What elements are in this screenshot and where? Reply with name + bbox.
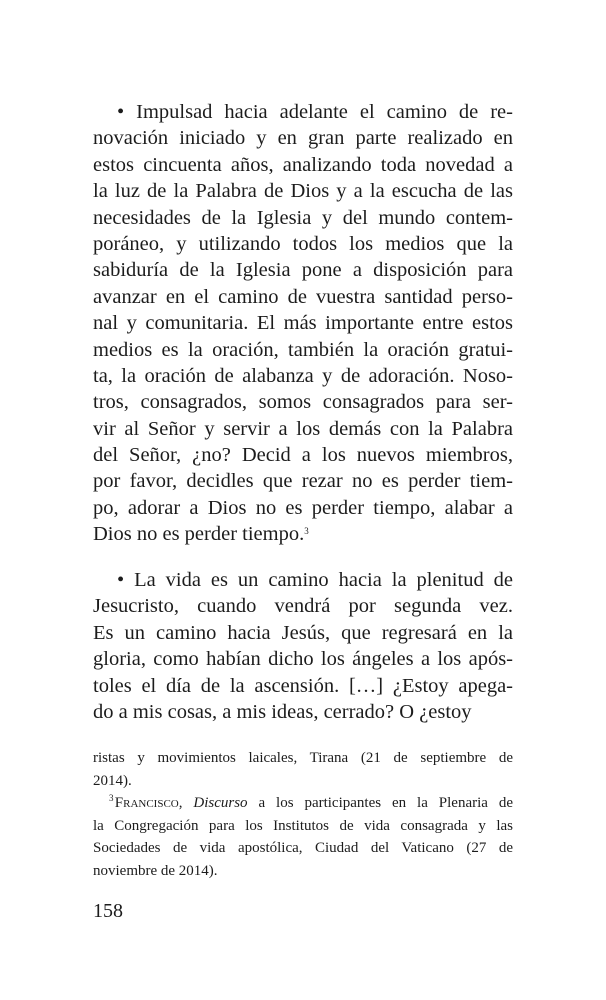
text-line [93,125,513,151]
line-text: • Impulsad hacia adelante el camino de re- [117,101,513,123]
footnote-comma: , [178,795,183,811]
footnote-ref[interactable]: 3 [304,526,309,537]
text-line [93,310,513,336]
footnote-3-line: Sociedades de vida apostólica, Ciudad del Vaticano (27 de [93,840,513,856]
line-text: la luz de la Palabra de Dios y a la escucha de las [93,180,513,203]
line-text: novación iniciado y en gran parte realizado en [93,127,513,150]
footnote-text: a los participantes en la Plenaria de [247,795,513,811]
text-line [93,205,513,231]
footnote-3-line: noviembre de 2014). [93,862,218,879]
text-line [93,337,513,363]
text-line [93,699,513,725]
text-line [93,567,513,593]
line-text: por favor, decidles que rezar no es perder tiem- [93,470,513,493]
footnote-number: 3 [109,793,114,803]
footnote-3-line: la Congregación para los Institutos de vida consagrada y las [93,817,513,834]
text-line [93,468,513,494]
text-line [93,284,513,310]
line-text: estos cincuenta años, analizando toda novedad a [93,153,513,176]
line-text: del Señor, ¿no? Decid a los nuevos miembros, [93,444,513,467]
text-line [93,495,513,521]
line-text: • La vida es un camino hacia la plenitud de [117,569,513,591]
line-text: avanzar en el camino de vuestra santidad perso- [93,285,513,308]
line-text: Es un camino hacia Jesús, que regresará en la [93,621,513,644]
line-text: po, adorar a Dios no es perder tiempo, alabar a [93,496,513,519]
line-text: necesidades de la Iglesia y del mundo contem- [93,206,513,229]
text-line [93,178,513,204]
text-line [93,521,513,547]
line-text: Dios no es perder tiempo. [93,523,305,546]
text-line [93,620,513,646]
line-text: gloria, como habían dicho los ángeles a los após- [93,648,513,671]
footnote-continued-line: ristas y movimientos laicales, Tirana (21 de septiembre de [93,750,513,766]
footnote-title: Discurso [193,795,248,811]
footnotes [93,747,513,882]
paragraph-2 [93,567,513,725]
text-line [93,673,513,699]
paragraph-1 [93,99,513,548]
line-text: do a mis cosas, a mis ideas, cerrado? O ¿estoy [93,700,472,723]
text-line [93,257,513,283]
line-text: nal y comunitaria. El más importante entre estos [93,312,513,335]
text-line [93,363,513,389]
text-line [93,389,513,415]
line-text: poráneo, y utilizando todos los medios que la [93,232,513,255]
footnote-author: Francisco [114,795,179,811]
line-text: ta, la oración de alabanza y de adoración. Noso- [93,364,513,387]
text-line [93,99,513,125]
line-text: Jesucristo, cuando vendrá por segunda vez. [93,595,513,618]
text-line [93,593,513,619]
line-text: medios es la oración, también la oración gratui- [93,338,513,361]
text-line [93,646,513,672]
line-text: tros, consagrados, somos consagrados para ser- [93,391,513,414]
line-text: vir al Señor y servir a los demás con la Palabra [93,417,513,440]
line-text: sabiduría de la Iglesia pone a disposición para [93,259,513,282]
page-number: 158 [93,900,123,922]
text-line [93,152,513,178]
text-line [93,231,513,257]
text-line [93,416,513,442]
footnote-3-line [93,792,513,815]
footnote-continued-line: 2014). [93,772,132,789]
line-text: toles el día de la ascensión. […] ¿Estoy apega- [93,674,513,697]
text-line [93,442,513,468]
